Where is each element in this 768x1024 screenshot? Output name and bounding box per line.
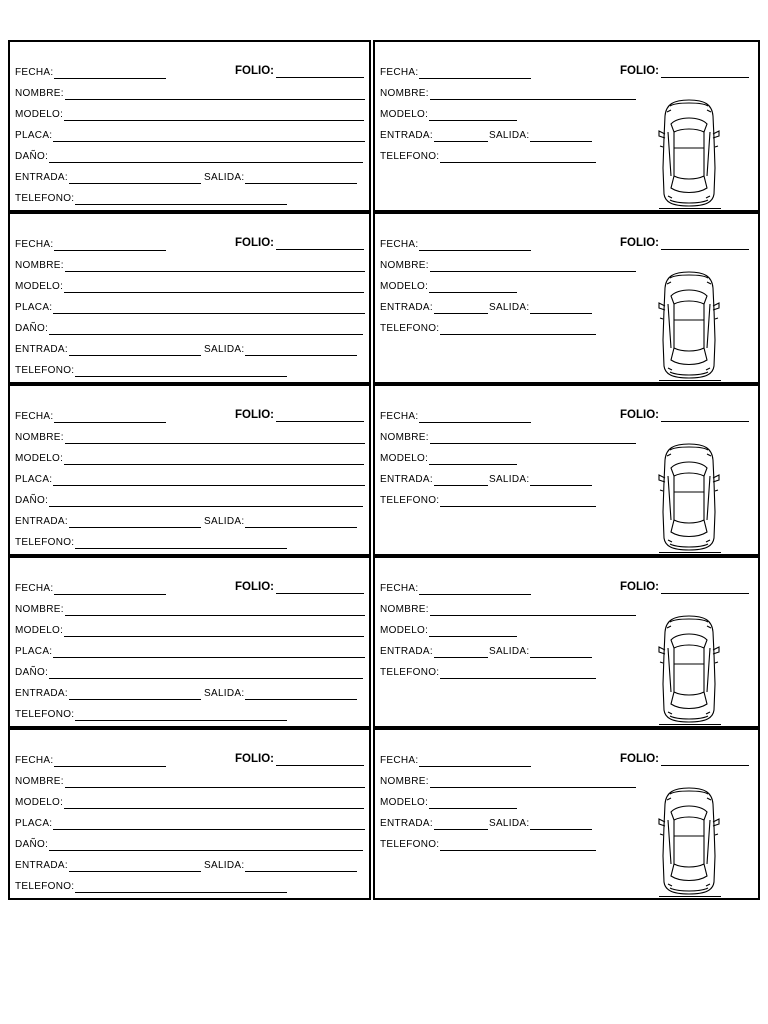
dano-label: DAÑO: (15, 323, 49, 334)
fecha-field[interactable] (15, 239, 166, 251)
folio-field[interactable] (235, 65, 364, 78)
nombre-field[interactable] (380, 604, 636, 616)
modelo-label: MODELO: (380, 281, 429, 292)
fecha-field[interactable] (15, 583, 166, 595)
telefono-field[interactable] (15, 881, 287, 893)
ticket-stub (8, 384, 371, 556)
car-top-view-icon (656, 442, 722, 552)
fecha-field[interactable] (380, 239, 531, 251)
nombre-label: NOMBRE: (380, 432, 429, 443)
dano-field[interactable] (15, 323, 363, 335)
modelo-field[interactable] (15, 453, 364, 465)
placa-label: PLACA: (15, 302, 53, 313)
entrada-salida-field[interactable] (380, 646, 592, 658)
nombre-field[interactable] (15, 260, 365, 272)
telefono-field[interactable] (15, 193, 287, 205)
entrada-field[interactable] (15, 172, 201, 184)
folio-label: FOLIO: (235, 237, 274, 249)
telefono-field[interactable] (380, 495, 596, 507)
telefono-label: TELEFONO: (380, 667, 440, 678)
salida-field[interactable] (204, 344, 357, 356)
fecha-label: FECHA: (15, 239, 54, 250)
fecha-field[interactable] (380, 583, 531, 595)
fecha-label: FECHA: (380, 239, 419, 250)
modelo-field[interactable] (380, 281, 517, 293)
dano-field[interactable] (15, 667, 363, 679)
telefono-label: TELEFONO: (15, 365, 75, 376)
telefono-field[interactable] (380, 667, 596, 679)
salida-field[interactable] (204, 860, 357, 872)
entrada-salida-field[interactable] (380, 302, 592, 314)
ticket-stub (8, 728, 371, 900)
ticket-client-copy (373, 212, 760, 384)
fecha-label: FECHA: (15, 411, 54, 422)
fecha-label: FECHA: (15, 67, 54, 78)
car-top-view-icon (656, 98, 722, 208)
dano-label: DAÑO: (15, 151, 49, 162)
folio-field[interactable] (620, 237, 749, 250)
entrada-label: ENTRADA: (380, 818, 433, 829)
salida-label: SALIDA: (204, 688, 245, 699)
car-baseline (659, 896, 721, 897)
salida-field[interactable] (204, 172, 357, 184)
entrada-label: ENTRADA: (15, 516, 68, 527)
entrada-salida-field[interactable] (380, 130, 592, 142)
telefono-label: TELEFONO: (15, 709, 75, 720)
modelo-field[interactable] (380, 453, 517, 465)
fecha-field[interactable] (380, 755, 531, 767)
folio-label: FOLIO: (620, 409, 659, 421)
fecha-field[interactable] (15, 67, 166, 79)
nombre-field[interactable] (15, 604, 365, 616)
nombre-label: NOMBRE: (380, 88, 429, 99)
nombre-field[interactable] (380, 776, 636, 788)
folio-label: FOLIO: (620, 65, 659, 77)
entrada-field[interactable] (15, 344, 201, 356)
folio-field[interactable] (235, 409, 364, 422)
ticket-stub (8, 212, 371, 384)
dano-label: DAÑO: (15, 495, 49, 506)
placa-field[interactable] (15, 130, 365, 142)
telefono-field[interactable] (380, 151, 596, 163)
modelo-field[interactable] (15, 281, 364, 293)
entrada-label: ENTRADA: (380, 302, 433, 313)
nombre-label: NOMBRE: (380, 776, 429, 787)
folio-label: FOLIO: (620, 237, 659, 249)
modelo-label: MODELO: (380, 453, 429, 464)
salida-label: SALIDA: (488, 130, 530, 141)
dano-field[interactable] (15, 495, 363, 507)
nombre-label: NOMBRE: (15, 776, 64, 787)
salida-label: SALIDA: (204, 172, 245, 183)
ticket-stub (8, 40, 371, 212)
fecha-field[interactable] (380, 411, 531, 423)
modelo-label: MODELO: (15, 109, 64, 120)
ticket-sheet (8, 40, 760, 900)
telefono-label: TELEFONO: (15, 193, 75, 204)
ticket-client-copy (373, 384, 760, 556)
salida-field[interactable] (204, 516, 357, 528)
fecha-label: FECHA: (380, 583, 419, 594)
folio-field[interactable] (620, 753, 749, 766)
fecha-field[interactable] (15, 411, 166, 423)
ticket-row (8, 384, 760, 556)
ticket-client-copy (373, 40, 760, 212)
nombre-label: NOMBRE: (15, 432, 64, 443)
placa-label: PLACA: (15, 474, 53, 485)
nombre-field[interactable] (15, 432, 365, 444)
modelo-label: MODELO: (15, 797, 64, 808)
telefono-field[interactable] (15, 537, 287, 549)
car-top-view-icon (656, 270, 722, 380)
fecha-label: FECHA: (380, 67, 419, 78)
nombre-label: NOMBRE: (15, 604, 64, 615)
folio-field[interactable] (235, 753, 364, 766)
car-top-view-icon (656, 614, 722, 724)
entrada-label: ENTRADA: (15, 344, 68, 355)
entrada-field[interactable] (15, 688, 201, 700)
ticket-client-copy (373, 728, 760, 900)
entrada-salida-field[interactable] (380, 818, 592, 830)
car-baseline (659, 380, 721, 381)
modelo-label: MODELO: (380, 625, 429, 636)
modelo-field[interactable] (380, 625, 517, 637)
nombre-label: NOMBRE: (380, 260, 429, 271)
car-top-view-icon (656, 786, 722, 896)
entrada-field[interactable] (15, 516, 201, 528)
folio-label: FOLIO: (235, 65, 274, 77)
ticket-row (8, 212, 760, 384)
placa-label: PLACA: (15, 646, 53, 657)
modelo-field[interactable] (15, 797, 364, 809)
ticket-row (8, 556, 760, 728)
entrada-label: ENTRADA: (15, 860, 68, 871)
modelo-field[interactable] (15, 625, 364, 637)
folio-field[interactable] (620, 65, 749, 78)
folio-label: FOLIO: (235, 753, 274, 765)
nombre-field[interactable] (15, 88, 365, 100)
fecha-label: FECHA: (15, 755, 54, 766)
modelo-label: MODELO: (15, 281, 64, 292)
telefono-label: TELEFONO: (380, 839, 440, 850)
folio-field[interactable] (235, 237, 364, 250)
placa-label: PLACA: (15, 818, 53, 829)
dano-label: DAÑO: (15, 667, 49, 678)
placa-field[interactable] (15, 818, 365, 830)
fecha-label: FECHA: (380, 755, 419, 766)
placa-field[interactable] (15, 302, 365, 314)
folio-label: FOLIO: (620, 581, 659, 593)
nombre-label: NOMBRE: (15, 260, 64, 271)
telefono-field[interactable] (380, 323, 596, 335)
folio-field[interactable] (235, 581, 364, 594)
telefono-label: TELEFONO: (380, 151, 440, 162)
entrada-label: ENTRADA: (15, 172, 68, 183)
dano-field[interactable] (15, 151, 363, 163)
folio-field[interactable] (620, 581, 749, 594)
modelo-label: MODELO: (15, 453, 64, 464)
telefono-field[interactable] (15, 709, 287, 721)
salida-label: SALIDA: (488, 818, 530, 829)
telefono-field[interactable] (380, 839, 596, 851)
fecha-label: FECHA: (380, 411, 419, 422)
entrada-label: ENTRADA: (380, 130, 433, 141)
folio-label: FOLIO: (235, 409, 274, 421)
ticket-stub (8, 556, 371, 728)
entrada-label: ENTRADA: (380, 646, 433, 657)
salida-label: SALIDA: (204, 860, 245, 871)
modelo-label: MODELO: (15, 625, 64, 636)
nombre-field[interactable] (380, 88, 636, 100)
ticket-row (8, 728, 760, 900)
modelo-label: MODELO: (380, 109, 429, 120)
placa-label: PLACA: (15, 130, 53, 141)
placa-field[interactable] (15, 646, 365, 658)
folio-label: FOLIO: (235, 581, 274, 593)
placa-field[interactable] (15, 474, 365, 486)
nombre-field[interactable] (380, 432, 636, 444)
entrada-field[interactable] (15, 860, 201, 872)
modelo-label: MODELO: (380, 797, 429, 808)
telefono-field[interactable] (15, 365, 287, 377)
folio-field[interactable] (620, 409, 749, 422)
fecha-label: FECHA: (15, 583, 54, 594)
ticket-row (8, 40, 760, 212)
ticket-client-copy (373, 556, 760, 728)
modelo-field[interactable] (380, 797, 517, 809)
entrada-salida-field[interactable] (380, 474, 592, 486)
dano-label: DAÑO: (15, 839, 49, 850)
salida-label: SALIDA: (204, 516, 245, 527)
nombre-field[interactable] (380, 260, 636, 272)
modelo-field[interactable] (15, 109, 364, 121)
modelo-field[interactable] (380, 109, 517, 121)
folio-label: FOLIO: (620, 753, 659, 765)
salida-label: SALIDA: (488, 302, 530, 313)
telefono-label: TELEFONO: (380, 495, 440, 506)
salida-label: SALIDA: (488, 474, 530, 485)
nombre-field[interactable] (15, 776, 365, 788)
entrada-label: ENTRADA: (15, 688, 68, 699)
car-baseline (659, 552, 721, 553)
car-baseline (659, 208, 721, 209)
salida-label: SALIDA: (204, 344, 245, 355)
telefono-label: TELEFONO: (15, 881, 75, 892)
telefono-label: TELEFONO: (380, 323, 440, 334)
car-baseline (659, 724, 721, 725)
nombre-label: NOMBRE: (380, 604, 429, 615)
dano-field[interactable] (15, 839, 363, 851)
nombre-label: NOMBRE: (15, 88, 64, 99)
telefono-label: TELEFONO: (15, 537, 75, 548)
entrada-label: ENTRADA: (380, 474, 433, 485)
fecha-field[interactable] (380, 67, 531, 79)
salida-label: SALIDA: (488, 646, 530, 657)
salida-field[interactable] (204, 688, 357, 700)
fecha-field[interactable] (15, 755, 166, 767)
